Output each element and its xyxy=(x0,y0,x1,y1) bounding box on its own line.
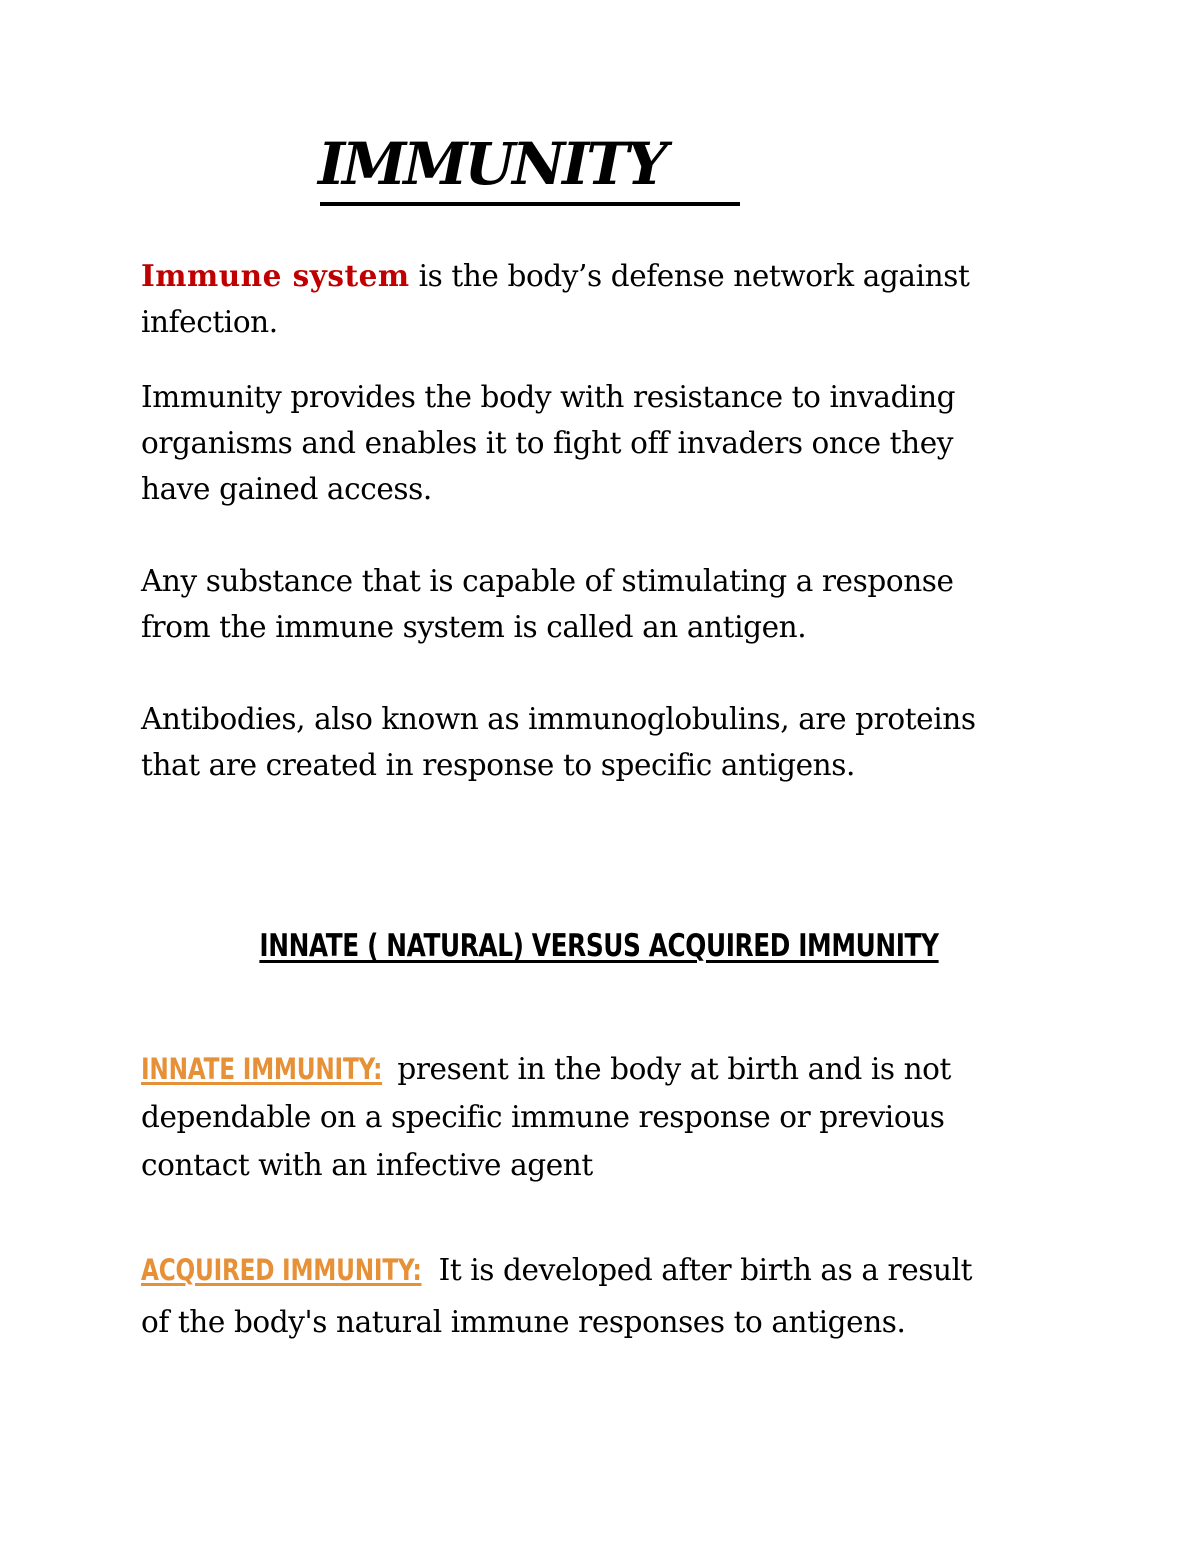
title-underline xyxy=(320,202,740,206)
innate-line-1 xyxy=(141,1045,1061,1093)
immunity-line-1: Immunity provides the body with resistance to invading xyxy=(141,380,956,414)
antigen-line-1: Any substance that is capable of stimulating a response xyxy=(141,564,954,598)
immune-system-paragraph xyxy=(141,253,1061,345)
antigen-line-2: from the immune system is called an antigen. xyxy=(141,610,807,644)
antigen-paragraph xyxy=(141,558,1061,650)
acquired-line-1-text: It is developed after birth as a result xyxy=(429,1253,973,1287)
antibodies-paragraph xyxy=(141,696,1061,788)
innate-line-2: dependable on a specific immune response or previous xyxy=(141,1100,945,1134)
page-title: IMMUNITY xyxy=(318,130,665,198)
acquired-line-2: of the body's natural immune responses to antigens. xyxy=(141,1305,906,1339)
immunity-paragraph xyxy=(141,374,1061,512)
immunity-line-2: organisms and enables it to fight off invaders once they xyxy=(141,426,954,460)
immune-system-line-1-text: is the body’s defense network against xyxy=(409,259,970,293)
innate-term: INNATE IMMUNITY: xyxy=(141,1052,383,1086)
acquired-line-1 xyxy=(141,1244,1061,1296)
antibodies-line-1: Antibodies, also known as immunoglobulins, are proteins xyxy=(141,702,976,736)
innate-line-3: contact with an infective agent xyxy=(141,1148,593,1182)
acquired-paragraph xyxy=(141,1244,1061,1348)
section-subheading: INNATE ( NATURAL) VERSUS ACQUIRED IMMUNITY xyxy=(259,928,939,964)
immune-system-term: Immune system xyxy=(141,258,410,293)
acquired-term: ACQUIRED IMMUNITY: xyxy=(141,1253,422,1287)
antibodies-line-2: that are created in response to specific antigens. xyxy=(141,748,855,782)
innate-paragraph xyxy=(141,1045,1061,1189)
immune-system-line-1 xyxy=(141,253,1061,299)
innate-line-1-text: present in the body at birth and is not xyxy=(388,1052,951,1086)
immunity-line-3: have gained access. xyxy=(141,472,432,506)
immune-system-line-2: infection. xyxy=(141,305,278,339)
